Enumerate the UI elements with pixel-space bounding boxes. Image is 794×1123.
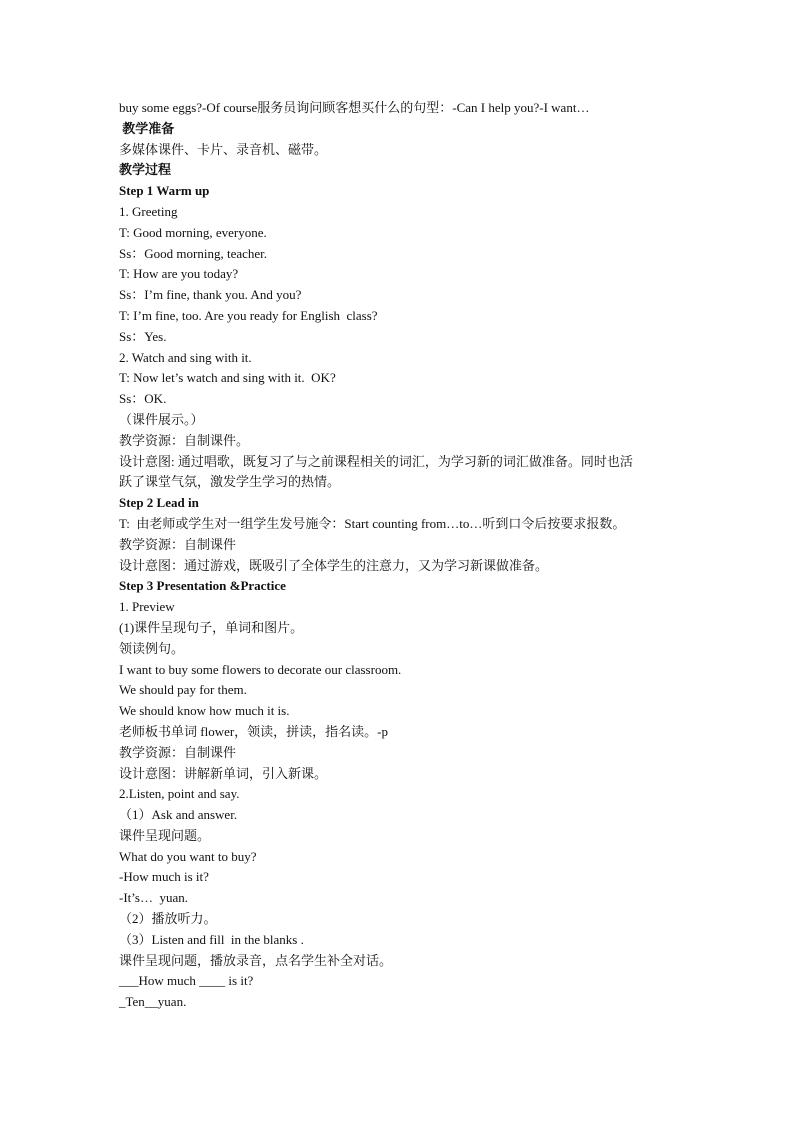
section-heading: Step 1 Warm up: [119, 183, 210, 199]
document-body: [119, 98, 689, 1013]
section-heading: Step 3 Presentation &Practice: [119, 578, 286, 594]
text-line: 多媒体课件、卡片、录音机、磁带。: [119, 141, 328, 157]
text-line: We should know how much it is.: [119, 703, 290, 719]
text-line: _Ten__yuan.: [119, 994, 187, 1010]
text-line: What do you want to buy?: [119, 848, 257, 864]
text-line: Ss：Good morning, teacher.: [119, 245, 268, 261]
text-line: 1. Preview: [119, 599, 175, 615]
section-heading: 教学过程: [119, 162, 172, 178]
text-line: Ss：OK.: [119, 391, 167, 407]
text-line: We should pay for them.: [119, 682, 247, 698]
text-line: -It’s… yuan.: [119, 890, 188, 906]
text-line: 课件呈现问题，播放录音，点名学生补全对话。: [119, 952, 393, 968]
text-line: （1）Ask and answer.: [119, 807, 238, 823]
text-line: T: 由老师或学生对一组学生发号施令：Start counting from…to…听到口令后按要求报数。: [119, 515, 626, 531]
text-line: （3）Listen and fill in the blanks .: [119, 931, 304, 947]
text-line: T: How are you today?: [119, 266, 239, 282]
text-line: 课件呈现问题。: [119, 827, 211, 843]
text-line: 领读例句。: [119, 640, 185, 656]
text-line: -How much is it?: [119, 869, 209, 885]
text-line: I want to buy some flowers to decorate our classroom.: [119, 661, 402, 677]
text-line: T: I’m fine, too. Are you ready for English class?: [119, 307, 378, 323]
text-line: 教学资源：自制课件: [119, 536, 237, 552]
text-line: （2）播放听力。: [119, 911, 217, 927]
text-line: buy some eggs?-Of course服务员询问顾客想买什么的句型：-Can I help you?-I want…: [119, 100, 590, 115]
text-line: 跃了课堂气氛，激发学生学习的热情。: [119, 474, 341, 490]
text-line: 设计意图: 通过唱歌，既复习了与之前课程相关的词汇，为学习新的词汇做准备。同时也活: [119, 453, 633, 469]
section-heading: Step 2 Lead in: [119, 495, 199, 511]
text-line: 设计意图：讲解新单词，引入新课。: [119, 765, 328, 781]
section-heading: 教学准备: [119, 120, 175, 136]
text-line: 设计意图：通过游戏，既吸引了全体学生的注意力，又为学习新课做准备。: [119, 557, 549, 573]
text-line: (1)课件呈现句子，单词和图片。: [119, 619, 304, 635]
text-line: Ss：I’m fine, thank you. And you?: [119, 287, 302, 303]
text-line: Ss：Yes.: [119, 328, 167, 344]
text-line: T: Good morning, everyone.: [119, 224, 267, 240]
text-line: 教学资源：自制课件: [119, 744, 237, 760]
text-line: 老师板书单词 flower，领读，拼读，指名读。-p: [119, 723, 389, 739]
text-line: 1. Greeting: [119, 203, 178, 219]
text-line: 2.Listen, point and say.: [119, 786, 240, 802]
text-line: （课件展示。）: [119, 411, 204, 427]
text-line: 教学资源：自制课件。: [119, 432, 250, 448]
text-line: 2. Watch and sing with it.: [119, 349, 252, 365]
text-line: ___How much ____ is it?: [119, 973, 254, 989]
text-line: T: Now let’s watch and sing with it. OK?: [119, 370, 336, 386]
